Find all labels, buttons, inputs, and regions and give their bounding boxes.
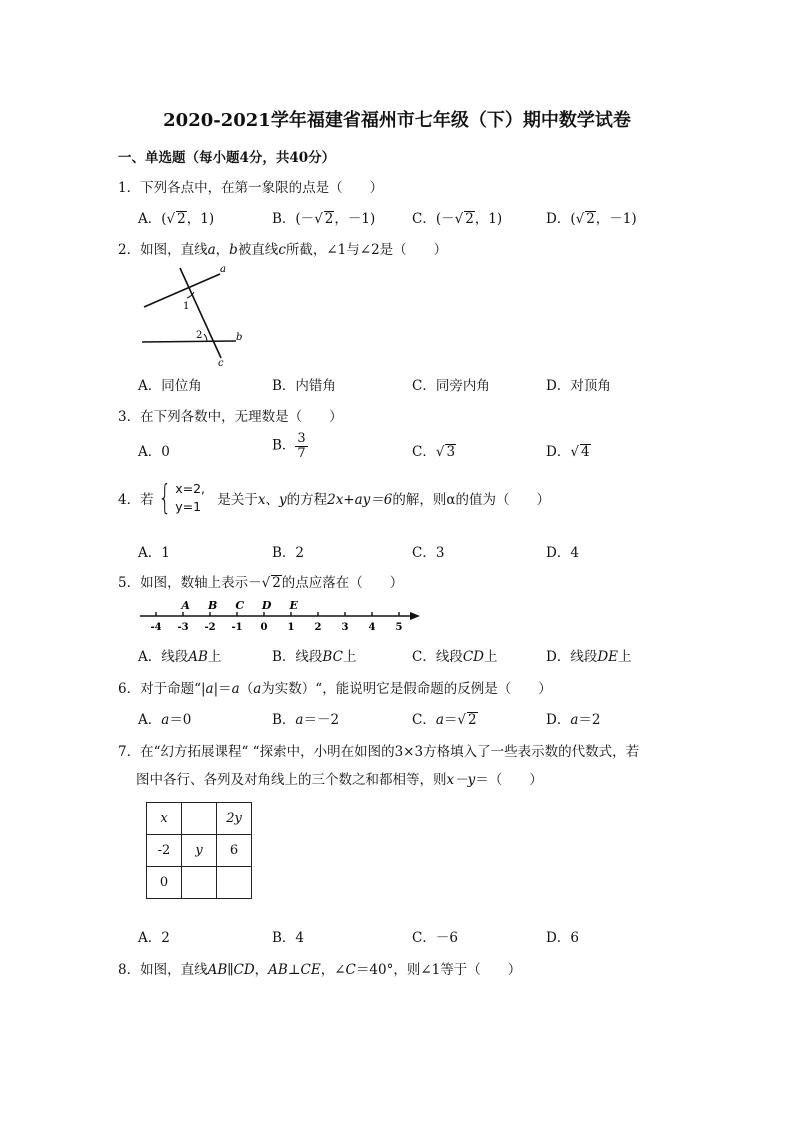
question-3-stem: 3．在下列各数中，无理数是（ ） (118, 409, 343, 425)
grid-cell (217, 867, 252, 899)
q5-option-a[interactable]: A．线段AB上 (138, 649, 222, 665)
q2-option-d[interactable]: D．对顶角 (546, 378, 611, 394)
point-label: E (289, 599, 298, 612)
q2-figure (138, 260, 248, 368)
q6-option-a[interactable]: A．a＝0 (138, 712, 192, 728)
q3-option-b[interactable]: B． $\frac{3}{7}$ (272, 431, 306, 461)
q7-option-d[interactable]: D．6 (546, 930, 579, 946)
q7-option-c[interactable]: C．－6 (412, 930, 458, 946)
tick-label: 4 (368, 622, 376, 633)
label-b: b (236, 332, 243, 343)
question-4-stem: 4．若 { x=2, y=1 是关于x、y的方程2x+ay＝6的解，则α的值为（ ） (118, 478, 551, 518)
magic-square-grid (146, 802, 252, 899)
tick-label: -2 (204, 622, 216, 633)
question-5-stem: 5．如图，数轴上表示－√ 2的点应落在（ ） (118, 575, 404, 591)
q5-option-d[interactable]: D．线段DE上 (546, 649, 632, 665)
grid-row (147, 867, 252, 899)
q3-option-c[interactable]: C．√ 3 (412, 444, 456, 460)
label-1: 1 (183, 301, 190, 312)
point-label-group (180, 599, 298, 612)
tick-label: 2 (314, 622, 322, 633)
line-c (180, 268, 221, 358)
grid-cell: y (182, 835, 217, 867)
tick-label: 5 (395, 622, 403, 633)
q2-option-c[interactable]: C．同旁内角 (412, 378, 490, 394)
q3-option-a[interactable]: A．0 (138, 444, 170, 460)
q5-number-line (136, 596, 426, 636)
grid-cell: 6 (217, 835, 252, 867)
page-title: 2020-2021学年福建省福州市七年级（下）期中数学试卷 (163, 110, 631, 131)
question-7-line-2: 图中各行、各列及对角线上的三个数之和都相等，则x－y＝（ ） (136, 772, 543, 788)
q4-option-d[interactable]: D．4 (546, 545, 579, 561)
label-2: 2 (196, 330, 203, 341)
line-a (144, 274, 220, 307)
question-8-stem: 8．如图，直线AB∥CD，AB⊥CE，∠C＝40°，则∠1等于（ ） (118, 962, 522, 978)
q7-option-b[interactable]: B．4 (272, 930, 305, 946)
q1-option-a[interactable]: A．(√ 2，1) (138, 211, 215, 227)
line-b (142, 341, 236, 342)
q1-option-c[interactable]: C．(－√ 2，1) (412, 211, 503, 227)
q7-option-a[interactable]: A．2 (138, 930, 170, 946)
question-2-stem: 2．如图，直线a，b被直线c所截，∠1与∠2是（ ） (118, 242, 448, 258)
q6-option-b[interactable]: B．a＝－2 (272, 712, 340, 728)
label-a: a (220, 264, 226, 275)
tick-group (150, 612, 402, 633)
tick-label: 1 (287, 622, 295, 633)
q2-option-a[interactable]: A．同位角 (138, 378, 202, 394)
q4-option-a[interactable]: A．1 (138, 545, 170, 561)
grid-cell: 0 (147, 867, 182, 899)
point-label: A (181, 599, 190, 612)
tick-label: 3 (341, 622, 349, 633)
q1-option-b[interactable]: B．(－√ 2，－1) (272, 211, 376, 227)
grid-cell: -2 (147, 835, 182, 867)
question-6-stem: 6．对于命题“|a|＝a（a为实数）“，能说明它是假命题的反例是（ ） (118, 681, 552, 697)
grid-cell: x (147, 803, 182, 835)
question-7-line-1: 7．在“幻方拓展课程“ “探索中，小明在如图的3×3方格填入了一些表示数的代数式，若 (118, 744, 640, 760)
grid-cell: 2y (217, 803, 252, 835)
axis-arrow (410, 612, 420, 620)
q4-option-b[interactable]: B．2 (272, 545, 305, 561)
system-brace: { (157, 478, 171, 518)
tick-label: -1 (231, 622, 243, 633)
q5-option-b[interactable]: B．线段BC上 (272, 649, 357, 665)
grid-cell (182, 803, 217, 835)
point-label: B (208, 599, 218, 612)
equation-system: x=2, y=1 (175, 481, 206, 514)
q1-option-d[interactable]: D．(√ 2，－1) (546, 211, 637, 227)
label-c: c (218, 358, 224, 368)
q6-option-d[interactable]: D．a＝2 (546, 712, 601, 728)
q3-option-d[interactable]: D．√ 4 (546, 444, 590, 460)
tick-label: -3 (177, 622, 189, 633)
q6-option-c[interactable]: C．a＝√ 2 (412, 712, 477, 728)
point-label: D (261, 599, 272, 612)
q5-option-c[interactable]: C．线段CD上 (412, 649, 498, 665)
point-label: C (235, 599, 245, 612)
tick-label: -4 (150, 622, 162, 633)
section-heading: 一、单选题（每小题4分，共40分） (118, 150, 336, 166)
tick-label: 0 (260, 622, 268, 633)
grid-cell (182, 867, 217, 899)
grid-row (147, 803, 252, 835)
grid-row (147, 835, 252, 867)
q4-option-c[interactable]: C．3 (412, 545, 445, 561)
q2-option-b[interactable]: B．内错角 (272, 378, 336, 394)
question-1-stem: 1．下列各点中，在第一象限的点是（ ） (118, 180, 384, 196)
